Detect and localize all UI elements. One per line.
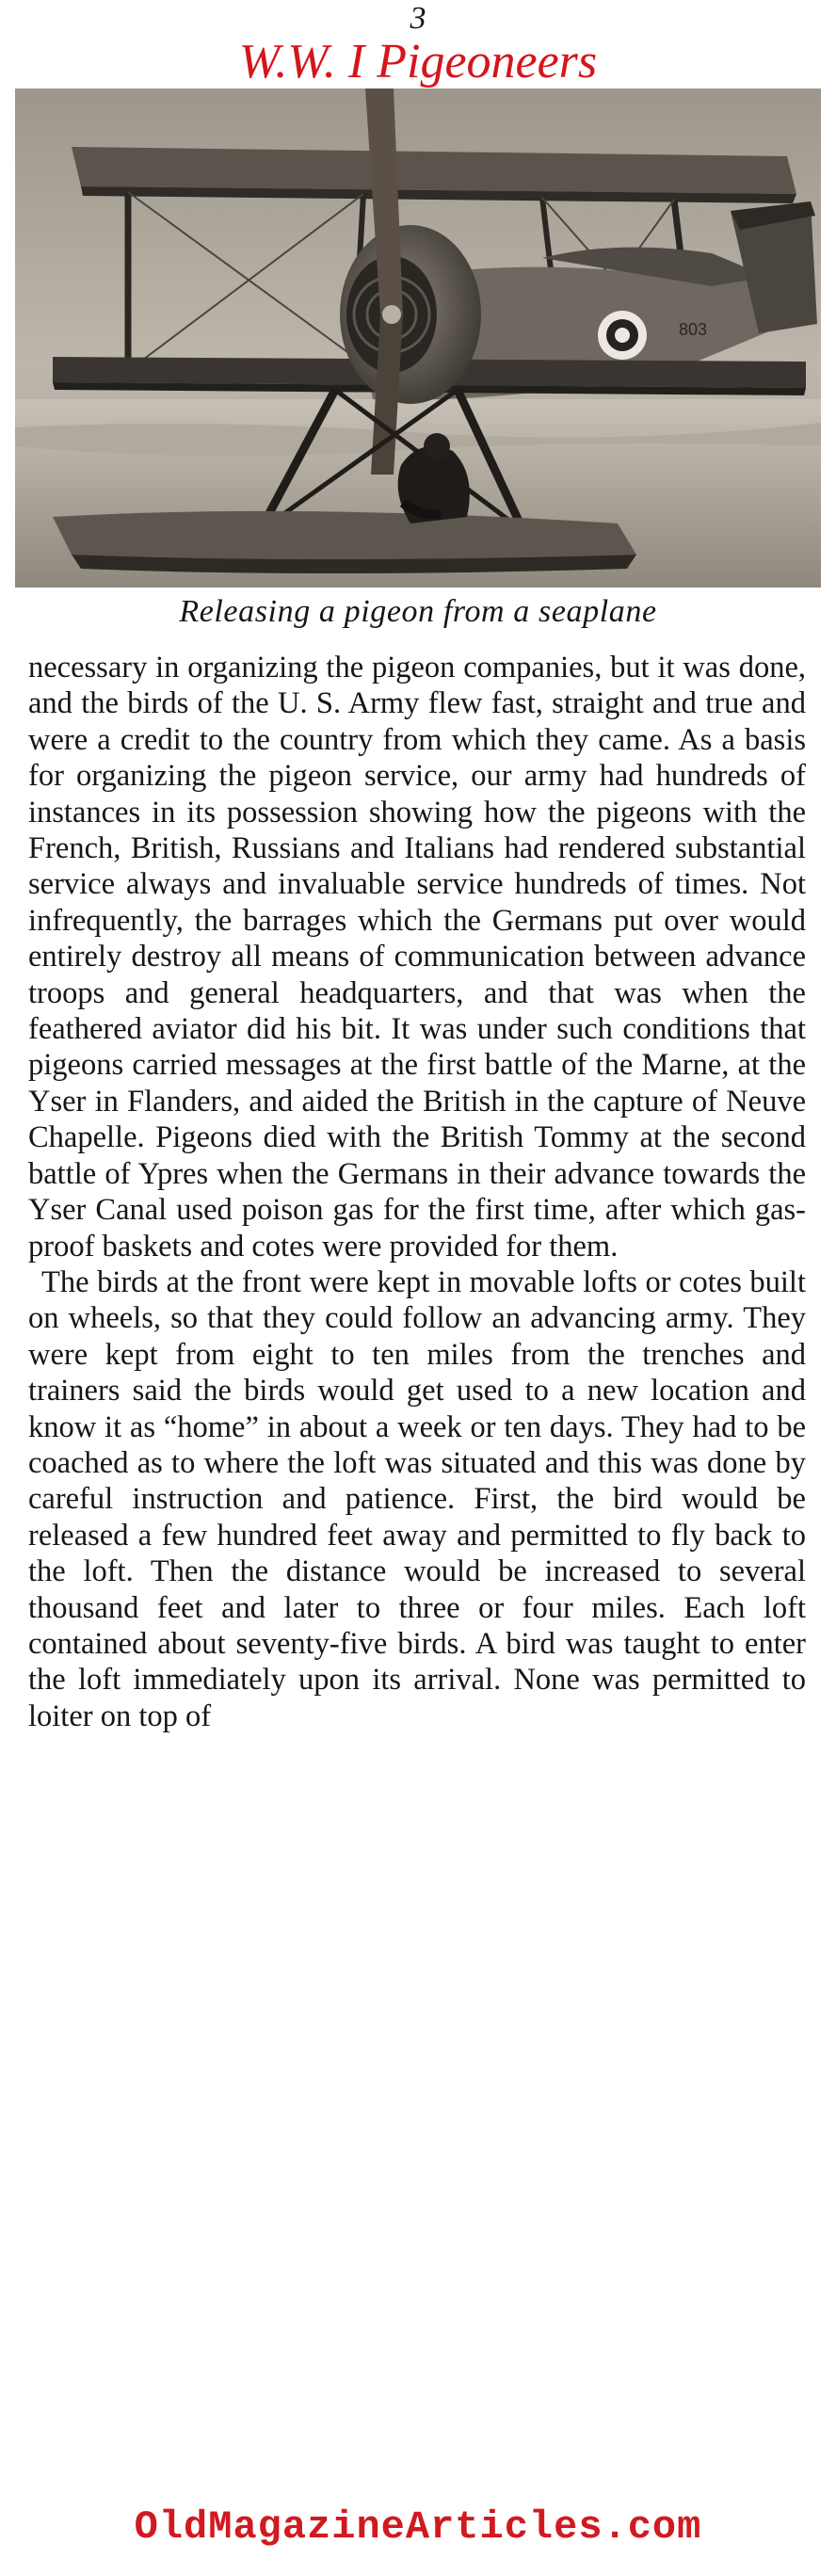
fuselage-marking: 803 <box>679 320 708 339</box>
page-number: 3 <box>410 1 426 36</box>
site-footer: OldMagazineArticles.com <box>134 2504 702 2550</box>
page-title: W.W. I Pigeoneers <box>238 35 598 89</box>
seaplane-photo <box>15 89 821 588</box>
article-body <box>28 650 806 1734</box>
article-paragraph: The birds at the front were kept in movable lofts or cotes built on wheels, so that they could follow an advancing army. They were kept from eight to ten miles from the trenches and trainers said the birds would get used to a new location and know it as “home” in about a week or ten days. They had to be coached as to where the loft was situated and this was done by careful instruction and patience. First, the bird would be released a few hundred feet away and permitted to fly back to the loft. Then the distance would be increased to several thousand feet and later to three or four miles. Each loft contained about seventy-five birds. A bird was taught to enter the loft immediately upon its arrival. None was permitted to loiter on top of <box>28 1264 806 1733</box>
article-paragraph: necessary in organizing the pigeon companies, but it was done, and the birds of the U. S. Army flew fast, straight and true and were a credit to the country from which they came. As a basis for organizing the pigeon service, our army had hundreds of instances in its possession showing how the pigeons with the French, British, Russians and Italians had rendered substantial service always and invaluable service hundreds of times. Not infrequently, the barrages which the Germans put over would entirely destroy all means of communication between advance troops and general headquarters, and that was when the feathered aviator did his bit. It was under such conditions that pigeons carried messages at the first battle of the Marne, at the Yser in Flanders, and aided the British in the capture of Neuve Chapelle. Pigeons died with the British Tommy at the second battle of Ypres when the Germans in their advance towards the Yser Canal used poison gas for the first time, after which gas-proof baskets and cotes were provided for them. <box>28 651 806 1264</box>
photo-caption: Releasing a pigeon from a seaplane <box>179 594 657 629</box>
